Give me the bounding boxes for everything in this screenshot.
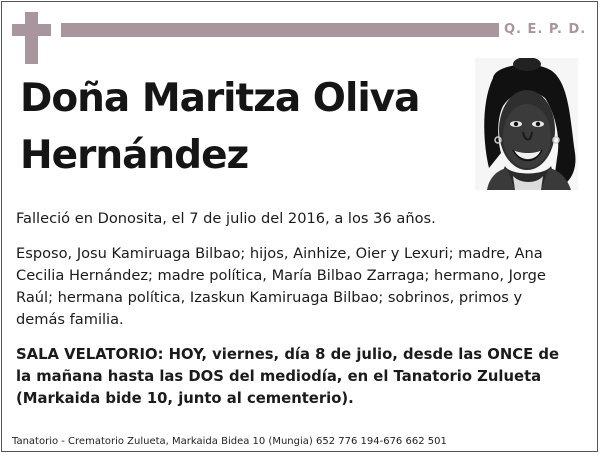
qepd-label: Q. E. P. D. (504, 22, 587, 37)
name-line-2: Hernández (20, 133, 249, 178)
portrait-image (475, 58, 578, 190)
header-bar (61, 23, 499, 37)
cross-icon-arm (12, 24, 51, 36)
deceased-name (20, 70, 470, 184)
death-statement: Falleció en Donosita, el 7 de julio del 2016, a los 36 años. (16, 210, 436, 227)
cross-icon (25, 12, 38, 64)
name-line-1: Doña Maritza Oliva (20, 76, 420, 121)
portrait-photo (475, 58, 578, 190)
obituary-card (1, 1, 598, 452)
family-list: Esposo, Josu Kamiruaga Bilbao; hijos, Ainhize, Oier y Lexuri; madre, Ana Cecilia Hernández; madre política, María Bilbao Zarraga; hermano, Jorge Raúl; hermana política, Izaskun Kamiruaga Bilbao; sobrinos, primos y demás familia. (16, 245, 546, 328)
wake-details: SALA VELATORIO: HOY, viernes, día 8 de julio, desde las ONCE de la mañana hasta las DOS del mediodía, en el Tanatorio Zulueta (Markaida bide 10, junto al cementerio). (16, 346, 559, 407)
funeral-home-footer: Tanatorio - Crematorio Zulueta, Markaida Bidea 10 (Mungia) 652 776 194-676 662 501 (12, 436, 447, 447)
